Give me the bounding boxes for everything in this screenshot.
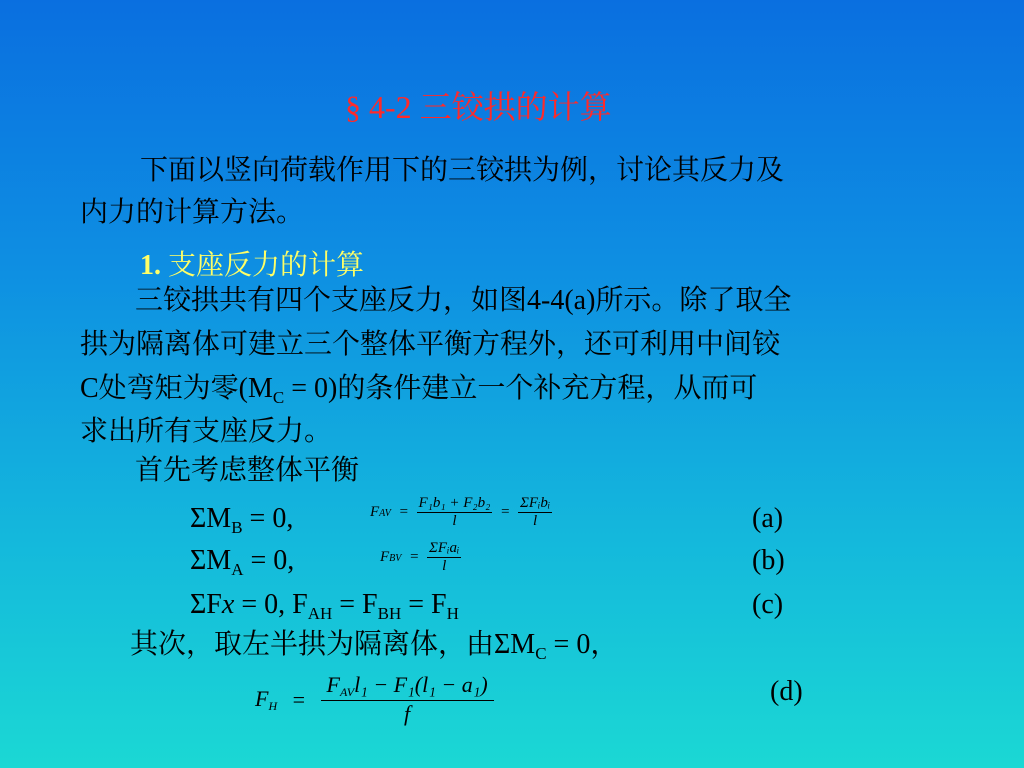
para2-line-3-pre: C处弯矩为零(M <box>80 373 273 404</box>
equation-d-tag: (d) <box>770 676 803 707</box>
para2-line-2: 拱为隔离体可建立三个整体平衡方程外，还可利用中间铰 <box>80 329 781 360</box>
equation-b-tag: (b) <box>752 545 785 576</box>
equation-c-tag: (c) <box>752 589 784 620</box>
eq-b-frac: $\frac{\text{ΣFᵢaᵢ}}{l}$ <box>429 540 460 574</box>
para2-line-3 <box>80 373 758 407</box>
eq-a-frac1: $\frac{\text{F₁b₁ + F₂b₂}}{l}$ <box>418 495 491 529</box>
section-title: 支座反力的计算 <box>161 250 365 281</box>
intro-line-1: 下面以竖向荷载作用下的三铰拱为例，讨论其反力及 <box>140 155 785 186</box>
eq-d-frac: $\frac{\text{FAVl₁ − F₁(l₁ − a₁)}}{f}$ <box>321 672 494 727</box>
equation-a-label <box>190 503 293 535</box>
para2-line-3-post: = 0)的条件建立一个补充方程，从而可 <box>284 373 758 404</box>
eq-a-sub: B <box>231 518 243 537</box>
para2-line-1: 三铰拱共有四个支座反力，如图4-4(a)所示。除了取全 <box>135 285 792 316</box>
equation-a-formula: FAV = $\frac{\text{F₁b₁ + F₂b₂}}{l}$ = $\frac{\text{ΣFᵢbᵢ}}{l}$ <box>370 495 551 529</box>
eq-a-pre: ΣM <box>190 503 232 534</box>
intro-line-2: 内力的计算方法。 <box>80 197 305 228</box>
equation-d-formula: FH = $\frac{\text{FAVl₁ − F₁(l₁ − a₁)}}{f}$ <box>255 672 494 727</box>
equation-b-formula: FBV = $\frac{\text{ΣFᵢaᵢ}}{l}$ <box>380 540 460 574</box>
page-title: § 4-2 三铰拱的计算 <box>345 89 612 125</box>
para2-line-4: 求出所有支座反力。 <box>80 416 333 447</box>
para3: 首先考虑整体平衡 <box>135 455 360 486</box>
equation-b-label: $\Sigma M_A = 0$, <box>190 545 295 579</box>
equation-a-tag: (a) <box>752 503 784 534</box>
para4: 其次，取左半拱为隔离体，由$\Sigma M_C = 0$， <box>130 629 619 663</box>
eq-a-post: = 0, <box>242 503 294 534</box>
eq-a-lhs: FAV <box>370 504 391 520</box>
section-heading <box>140 243 364 283</box>
equation-c: ΣFx = 0, $F_{AH} = F_{BH} = F_H$ <box>190 589 459 623</box>
section-number: 1. <box>140 250 161 281</box>
eq-a-frac2: $\frac{\text{ΣFᵢbᵢ}}{l}$ <box>519 495 551 529</box>
para2-line-3-sub: C <box>272 388 285 407</box>
